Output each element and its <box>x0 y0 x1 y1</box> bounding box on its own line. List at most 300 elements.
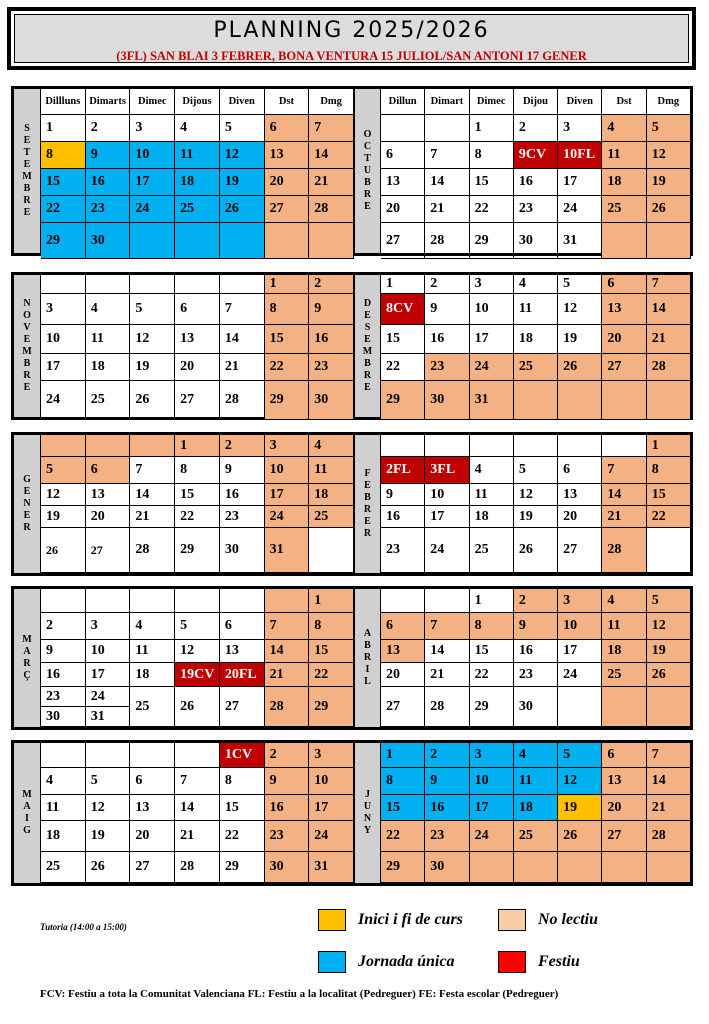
day-cell: 3 <box>130 115 175 142</box>
day-cell: 27 <box>265 196 310 223</box>
day-cell: 30 <box>220 528 265 573</box>
day-cell: 14 <box>265 640 310 663</box>
day-cell: 14 <box>309 142 354 169</box>
day-cell: 4 <box>470 457 514 484</box>
day-cell <box>220 223 265 259</box>
day-cell: 25 <box>130 687 175 727</box>
day-cell: 25 <box>602 196 646 223</box>
day-cell: 29 <box>41 223 86 259</box>
day-cell: 6 <box>130 768 175 795</box>
day-cell: 4 <box>514 275 558 294</box>
day-cell: 2 <box>41 613 86 640</box>
day-cell: 18 <box>86 354 131 381</box>
day-cell: 26 <box>86 852 131 883</box>
day-cell: 27 <box>381 687 425 727</box>
day-cell: 5 <box>514 457 558 484</box>
day-cell: 10 <box>425 484 469 506</box>
day-cell: 13 <box>220 640 265 663</box>
day-cell: 11 <box>309 457 354 484</box>
day-cell: 11 <box>602 142 646 169</box>
day-cell: 12 <box>647 613 691 640</box>
day-cell: 2 <box>425 743 469 768</box>
day-cell <box>381 589 425 613</box>
day-cell <box>175 275 220 294</box>
day-cell: 31 <box>265 528 310 573</box>
day-cell: 17 <box>470 325 514 354</box>
day-cell <box>647 687 691 727</box>
day-cell <box>514 381 558 420</box>
day-cell: 4 <box>514 743 558 768</box>
day-cell: 23 <box>265 821 310 852</box>
day-cell: 11 <box>130 640 175 663</box>
day-cell <box>470 435 514 457</box>
weekday-header: Diven <box>558 89 602 115</box>
day-cell: 7 <box>175 768 220 795</box>
day-cell: 25 <box>514 821 558 852</box>
day-cell: 21 <box>425 196 469 223</box>
day-cell: 25 <box>41 852 86 883</box>
day-cell: 24 <box>470 821 514 852</box>
day-cell: 12 <box>558 768 602 795</box>
day-cell: 1 <box>381 743 425 768</box>
month-grid-novembre <box>41 275 354 417</box>
day-cell: 14 <box>647 768 691 795</box>
day-cell: 29 <box>265 381 310 420</box>
day-cell: 27 <box>130 852 175 883</box>
day-cell: 17 <box>425 506 469 528</box>
day-cell: 10 <box>470 294 514 325</box>
month-label: M A I G <box>14 743 41 883</box>
day-cell: 27 <box>602 821 646 852</box>
month-grid-setembre <box>41 89 354 253</box>
day-cell: 16 <box>265 795 310 821</box>
day-cell: 21 <box>265 663 310 687</box>
day-cell: 19 <box>514 506 558 528</box>
day-cell: 16 <box>220 484 265 506</box>
month-label: J U N Y <box>354 743 381 883</box>
day-cell: 23 <box>425 354 469 381</box>
day-cell: 4 <box>309 435 354 457</box>
day-cell <box>602 381 646 420</box>
day-cell: 28 <box>265 687 310 727</box>
day-cell: 4 <box>175 115 220 142</box>
day-cell <box>265 589 310 613</box>
day-cell: 2 <box>309 275 354 294</box>
month-label: S E T E M B R E <box>14 89 41 253</box>
day-cell: 23 30 <box>41 687 86 727</box>
day-cell: 30 <box>86 223 131 259</box>
day-cell: 20 <box>558 506 602 528</box>
day-cell: 21 <box>647 325 691 354</box>
day-cell: 10 <box>86 640 131 663</box>
day-cell: 29 <box>175 528 220 573</box>
day-cell: 1CV <box>220 743 265 768</box>
day-cell <box>86 743 131 768</box>
day-cell: 27 <box>558 528 602 573</box>
day-cell: 15 <box>220 795 265 821</box>
day-cell <box>175 589 220 613</box>
day-cell: 23 <box>309 354 354 381</box>
day-cell: 22 <box>470 196 514 223</box>
day-cell: 8 <box>220 768 265 795</box>
day-cell: 22 <box>175 506 220 528</box>
legend-no-lectiu-label: No lectiu <box>538 911 598 928</box>
day-cell: 26 <box>175 687 220 727</box>
day-cell: 19 <box>130 354 175 381</box>
no-lectiu-swatch <box>498 909 526 931</box>
day-cell: 3 <box>470 275 514 294</box>
day-cell: 23 <box>381 528 425 573</box>
day-cell: 31 <box>558 223 602 259</box>
day-cell: 12 <box>86 795 131 821</box>
day-cell: 7 <box>602 457 646 484</box>
day-cell: 14 <box>602 484 646 506</box>
month-row-block <box>11 740 693 886</box>
day-cell: 28 <box>130 528 175 573</box>
day-cell: 28 <box>175 852 220 883</box>
day-cell: 8 <box>265 294 310 325</box>
day-cell: 6 <box>220 613 265 640</box>
day-cell: 27 <box>175 381 220 420</box>
day-cell: 15 <box>41 169 86 196</box>
day-cell: 22 <box>220 821 265 852</box>
day-cell: 28 <box>220 381 265 420</box>
day-cell: 10 <box>265 457 310 484</box>
day-cell: 12 <box>41 484 86 506</box>
day-cell <box>647 528 691 573</box>
day-cell: 18 <box>309 484 354 506</box>
day-cell: 22 <box>470 663 514 687</box>
weekday-header: Dijous <box>175 89 220 115</box>
day-cell: 31 <box>470 381 514 420</box>
day-cell <box>602 687 646 727</box>
tutoria-note: Tutoria (14:00 a 15:00) <box>40 922 127 932</box>
month-grid-desembre <box>381 275 691 417</box>
day-cell: 16 <box>309 325 354 354</box>
day-cell <box>381 115 425 142</box>
day-cell: 10 <box>130 142 175 169</box>
day-cell: 21 <box>647 795 691 821</box>
day-cell: 24 <box>41 381 86 420</box>
day-cell: 19 <box>41 506 86 528</box>
day-cell: 30 <box>425 381 469 420</box>
day-cell: 11 <box>175 142 220 169</box>
day-cell: 9 <box>514 613 558 640</box>
day-cell: 28 <box>425 223 469 259</box>
day-cell: 18 <box>130 663 175 687</box>
month-grid-gener <box>41 435 354 573</box>
day-cell: 8 <box>309 613 354 640</box>
day-cell: 3 <box>86 613 131 640</box>
day-cell: 8 <box>470 142 514 169</box>
weekday-header: Dst <box>265 89 310 115</box>
day-cell: 2 <box>265 743 310 768</box>
day-cell: 8 <box>381 768 425 795</box>
month-label: G E N E R <box>14 435 41 573</box>
day-cell: 30 <box>514 687 558 727</box>
day-cell <box>647 223 691 259</box>
day-cell: 30 <box>309 381 354 420</box>
day-cell <box>647 852 691 883</box>
day-cell <box>602 223 646 259</box>
day-cell: 28 <box>647 354 691 381</box>
day-cell: 18 <box>602 169 646 196</box>
day-cell: 27 <box>602 354 646 381</box>
day-cell: 14 <box>130 484 175 506</box>
day-cell: 26 <box>647 663 691 687</box>
day-cell: 7 <box>265 613 310 640</box>
day-cell: 25 <box>175 196 220 223</box>
day-cell: 12 <box>514 484 558 506</box>
day-cell: 3 <box>265 435 310 457</box>
day-cell: 15 <box>647 484 691 506</box>
day-cell: 6 <box>381 142 425 169</box>
day-cell: 29 <box>220 852 265 883</box>
weekday-header: Dst <box>602 89 646 115</box>
day-cell: 7 <box>220 294 265 325</box>
day-cell: 17 <box>130 169 175 196</box>
day-cell: 13 <box>381 169 425 196</box>
day-cell: 17 <box>309 795 354 821</box>
day-cell: 20 <box>175 354 220 381</box>
festiu-swatch <box>498 951 526 973</box>
day-cell: 22 <box>381 354 425 381</box>
day-cell: 11 <box>86 325 131 354</box>
day-cell: 21 <box>130 506 175 528</box>
day-cell: 5 <box>41 457 86 484</box>
day-cell <box>602 435 646 457</box>
day-cell: 15 <box>381 795 425 821</box>
day-cell: 9 <box>220 457 265 484</box>
day-cell: 22 <box>265 354 310 381</box>
legend-inici-fi <box>318 909 463 931</box>
day-cell: 8 <box>175 457 220 484</box>
day-cell: 7 <box>647 743 691 768</box>
inici-fi-swatch <box>318 909 346 931</box>
weekday-header: Dillluns <box>41 89 86 115</box>
day-cell: 28 <box>309 196 354 223</box>
day-cell: 29 <box>470 223 514 259</box>
legend-jornada-unica <box>318 951 454 973</box>
day-cell: 9 <box>425 768 469 795</box>
day-cell: 18 <box>602 640 646 663</box>
day-cell <box>86 589 131 613</box>
day-cell: 1 <box>41 115 86 142</box>
day-cell <box>175 743 220 768</box>
day-cell: 9 <box>265 768 310 795</box>
day-cell: 20FL <box>220 663 265 687</box>
weekday-header: Dmg <box>309 89 354 115</box>
legend-jornada-unica-label: Jornada única <box>358 953 455 970</box>
day-cell <box>41 435 86 457</box>
day-cell: 28 <box>425 687 469 727</box>
day-cell: 10 <box>41 325 86 354</box>
day-cell: 11 <box>470 484 514 506</box>
day-cell <box>41 275 86 294</box>
day-cell <box>130 275 175 294</box>
day-cell: 15 <box>309 640 354 663</box>
day-cell <box>647 381 691 420</box>
day-cell: 22 <box>41 196 86 223</box>
day-cell: 1 <box>309 589 354 613</box>
day-cell <box>514 852 558 883</box>
day-cell: 16 <box>86 169 131 196</box>
day-cell: 14 <box>425 640 469 663</box>
day-cell: 13 <box>86 484 131 506</box>
day-cell: 12 <box>647 142 691 169</box>
day-cell: 19 <box>220 169 265 196</box>
day-cell: 5 <box>647 589 691 613</box>
day-cell: 20 <box>602 325 646 354</box>
day-cell: 10 <box>309 768 354 795</box>
day-cell: 25 <box>602 663 646 687</box>
day-cell: 13 <box>558 484 602 506</box>
day-cell: 18 <box>514 795 558 821</box>
day-cell: 31 <box>309 852 354 883</box>
day-cell: 14 <box>647 294 691 325</box>
day-cell: 28 <box>647 821 691 852</box>
day-cell: 29 <box>309 687 354 727</box>
month-grid-octubre <box>381 89 691 253</box>
day-cell: 24 <box>309 821 354 852</box>
day-cell: 5 <box>86 768 131 795</box>
day-cell: 26 <box>130 381 175 420</box>
day-cell: 20 <box>602 795 646 821</box>
day-cell <box>309 528 354 573</box>
day-cell: 13 <box>602 768 646 795</box>
day-cell: 13 <box>602 294 646 325</box>
day-cell: 21 <box>220 354 265 381</box>
day-cell: 15 <box>265 325 310 354</box>
day-cell <box>86 275 131 294</box>
day-cell: 6 <box>558 457 602 484</box>
month-row-block <box>11 86 693 256</box>
day-cell: 28 <box>602 528 646 573</box>
day-cell: 1 <box>647 435 691 457</box>
day-cell: 29 <box>381 381 425 420</box>
day-cell: 13 <box>175 325 220 354</box>
day-cell: 10FL <box>558 142 602 169</box>
day-cell: 6 <box>381 613 425 640</box>
day-cell: 24 <box>558 196 602 223</box>
day-cell: 8 <box>647 457 691 484</box>
day-cell: 17 <box>558 640 602 663</box>
day-cell: 17 <box>558 169 602 196</box>
weekday-header: Dijou <box>514 89 558 115</box>
day-cell: 2 <box>425 275 469 294</box>
day-cell: 2 <box>220 435 265 457</box>
day-cell: 7 <box>309 115 354 142</box>
day-cell: 16 <box>514 169 558 196</box>
month-row-block <box>11 586 693 730</box>
day-cell: 9 <box>381 484 425 506</box>
day-cell: 9 <box>86 142 131 169</box>
day-cell: 16 <box>425 795 469 821</box>
footer-note: FCV: Festiu a tota la Comunitat Valenciana FL: Festiu a la localitat (Pedreguer) FE: Festa escolar (Pedreguer) <box>40 988 559 1000</box>
day-cell: 13 <box>381 640 425 663</box>
month-grid-abril <box>381 589 691 727</box>
day-cell: 22 <box>309 663 354 687</box>
day-cell: 1 <box>381 275 425 294</box>
day-cell: 18 <box>41 821 86 852</box>
day-cell <box>558 381 602 420</box>
day-cell: 26 <box>41 528 86 573</box>
day-cell: 19CV <box>175 663 220 687</box>
day-cell: 6 <box>175 294 220 325</box>
day-cell: 6 <box>602 743 646 768</box>
day-cell: 3 <box>309 743 354 768</box>
day-cell: 14 <box>175 795 220 821</box>
day-cell: 8 <box>470 613 514 640</box>
day-cell <box>175 223 220 259</box>
day-cell: 5 <box>647 115 691 142</box>
day-cell: 24 31 <box>86 687 131 727</box>
day-cell: 4 <box>86 294 131 325</box>
legend-no-lectiu <box>498 909 598 931</box>
day-cell: 9 <box>309 294 354 325</box>
day-cell: 5 <box>558 743 602 768</box>
day-cell: 24 <box>130 196 175 223</box>
day-cell: 17 <box>470 795 514 821</box>
day-cell: 3 <box>558 589 602 613</box>
day-cell: 7 <box>130 457 175 484</box>
day-cell: 27 <box>86 528 131 573</box>
day-cell: 21 <box>602 506 646 528</box>
month-label: F E B R E R <box>354 435 381 573</box>
day-cell: 4 <box>602 115 646 142</box>
day-cell: 17 <box>41 354 86 381</box>
day-cell: 1 <box>175 435 220 457</box>
day-cell: 29 <box>470 687 514 727</box>
day-cell: 6 <box>265 115 310 142</box>
day-cell: 4 <box>130 613 175 640</box>
day-cell: 2FL <box>381 457 425 484</box>
weekday-header: Dimec <box>470 89 514 115</box>
day-cell <box>425 589 469 613</box>
day-cell <box>130 223 175 259</box>
day-cell: 19 <box>647 640 691 663</box>
day-cell: 17 <box>86 663 131 687</box>
day-cell: 26 <box>514 528 558 573</box>
day-cell: 8CV <box>381 294 425 325</box>
day-cell: 4 <box>602 589 646 613</box>
day-cell: 29 <box>381 852 425 883</box>
day-cell: 1 <box>265 275 310 294</box>
day-cell <box>130 589 175 613</box>
day-cell <box>86 435 131 457</box>
day-cell: 7 <box>425 613 469 640</box>
day-cell: 19 <box>558 795 602 821</box>
day-cell: 23 <box>425 821 469 852</box>
day-cell: 2 <box>514 589 558 613</box>
day-cell <box>220 275 265 294</box>
day-cell: 23 <box>220 506 265 528</box>
day-cell: 5 <box>175 613 220 640</box>
day-cell <box>41 589 86 613</box>
weekday-header: Diven <box>220 89 265 115</box>
day-cell: 10 <box>470 768 514 795</box>
day-cell: 17 <box>265 484 310 506</box>
month-grid-maig <box>41 743 354 883</box>
day-cell: 3 <box>470 743 514 768</box>
month-row-block <box>11 432 693 576</box>
day-cell: 14 <box>425 169 469 196</box>
day-cell: 12 <box>130 325 175 354</box>
day-cell: 3 <box>558 115 602 142</box>
day-cell: 11 <box>602 613 646 640</box>
jornada-unica-swatch <box>318 951 346 973</box>
legend-inici-fi-label: Inici i fi de curs <box>358 911 463 928</box>
